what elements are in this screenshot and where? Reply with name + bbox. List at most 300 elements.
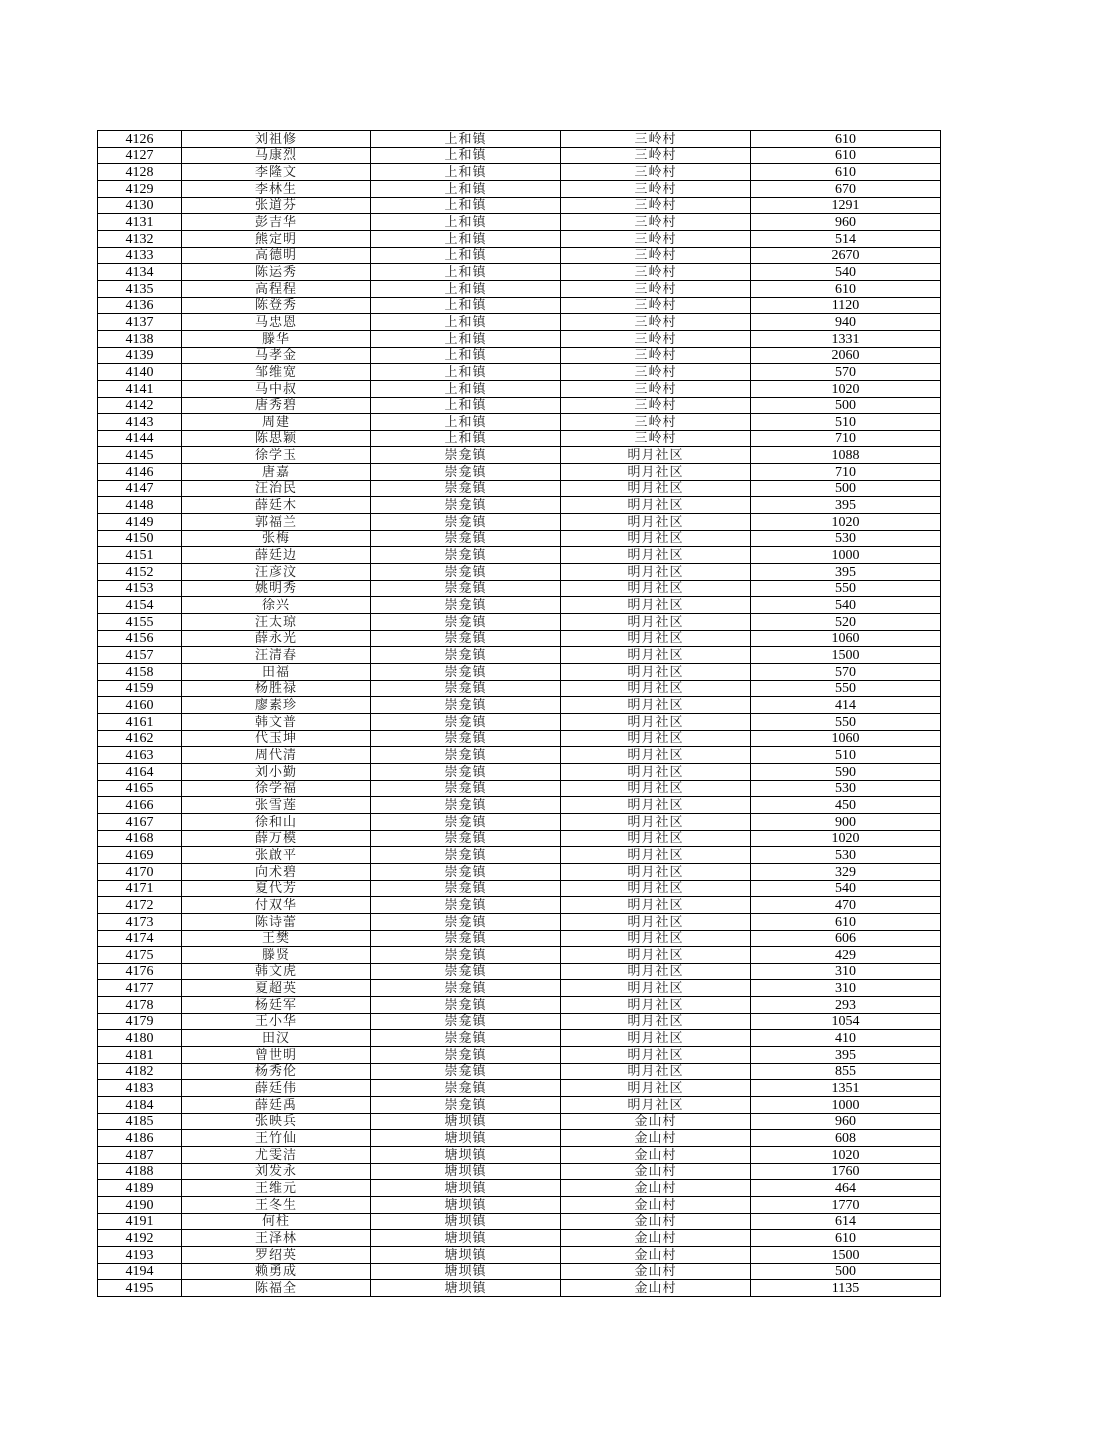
table-row (98, 347, 941, 364)
village-cell: 三岭村 (561, 180, 751, 197)
amount-cell: 570 (751, 364, 941, 381)
village-cell: 金山村 (561, 1147, 751, 1164)
record-number-cell: 4167 (98, 813, 182, 830)
town-cell: 崇龛镇 (371, 580, 561, 597)
table-row (98, 1013, 941, 1030)
table-row (98, 131, 941, 148)
town-cell: 上和镇 (371, 230, 561, 247)
record-number-cell: 4140 (98, 364, 182, 381)
table-row (98, 1147, 941, 1164)
person-name-cell: 姚明秀 (182, 580, 371, 597)
amount-cell: 710 (751, 430, 941, 447)
person-name-cell: 王樊 (182, 930, 371, 947)
record-number-cell: 4128 (98, 164, 182, 181)
person-name-cell: 陈运秀 (182, 264, 371, 281)
record-number-cell: 4154 (98, 597, 182, 614)
table-row (98, 847, 941, 864)
town-cell: 崇龛镇 (371, 497, 561, 514)
town-cell: 崇龛镇 (371, 897, 561, 914)
town-cell: 塘坝镇 (371, 1180, 561, 1197)
amount-cell: 606 (751, 930, 941, 947)
amount-cell: 1500 (751, 1246, 941, 1263)
record-number-cell: 4136 (98, 297, 182, 314)
village-cell: 明月社区 (561, 713, 751, 730)
village-cell: 三岭村 (561, 380, 751, 397)
record-number-cell: 4166 (98, 797, 182, 814)
table-row (98, 797, 941, 814)
table-row (98, 747, 941, 764)
amount-cell: 550 (751, 713, 941, 730)
table-row (98, 197, 941, 214)
amount-cell: 1000 (751, 547, 941, 564)
amount-cell: 500 (751, 397, 941, 414)
village-cell: 明月社区 (561, 680, 751, 697)
record-number-cell: 4130 (98, 197, 182, 214)
town-cell: 崇龛镇 (371, 963, 561, 980)
village-cell: 金山村 (561, 1163, 751, 1180)
town-cell: 上和镇 (371, 131, 561, 148)
village-cell: 三岭村 (561, 230, 751, 247)
record-number-cell: 4143 (98, 414, 182, 431)
village-cell: 明月社区 (561, 597, 751, 614)
person-name-cell: 汪彦汶 (182, 564, 371, 581)
table-row (98, 697, 941, 714)
record-number-cell: 4131 (98, 214, 182, 231)
village-cell: 明月社区 (561, 780, 751, 797)
amount-cell: 1054 (751, 1013, 941, 1030)
town-cell: 塘坝镇 (371, 1246, 561, 1263)
town-cell: 上和镇 (371, 264, 561, 281)
table-row (98, 1246, 941, 1263)
amount-cell: 429 (751, 947, 941, 964)
person-name-cell: 马康烈 (182, 147, 371, 164)
amount-cell: 500 (751, 480, 941, 497)
village-cell: 金山村 (561, 1213, 751, 1230)
record-number-cell: 4195 (98, 1280, 182, 1297)
record-number-cell: 4151 (98, 547, 182, 564)
village-cell: 三岭村 (561, 264, 751, 281)
record-number-cell: 4164 (98, 763, 182, 780)
table-row (98, 530, 941, 547)
amount-cell: 900 (751, 813, 941, 830)
village-cell: 明月社区 (561, 930, 751, 947)
amount-cell: 510 (751, 414, 941, 431)
record-number-cell: 4145 (98, 447, 182, 464)
table-row (98, 614, 941, 631)
amount-cell: 530 (751, 530, 941, 547)
table-row (98, 680, 941, 697)
amount-cell: 670 (751, 180, 941, 197)
table-row (98, 980, 941, 997)
amount-cell: 540 (751, 264, 941, 281)
town-cell: 崇龛镇 (371, 930, 561, 947)
village-cell: 金山村 (561, 1130, 751, 1147)
person-name-cell: 杨廷军 (182, 997, 371, 1014)
table-row (98, 947, 941, 964)
table-row (98, 1113, 941, 1130)
table-row (98, 214, 941, 231)
amount-cell: 514 (751, 230, 941, 247)
table-row (98, 1047, 941, 1064)
table-row (98, 863, 941, 880)
person-name-cell: 刘发永 (182, 1163, 371, 1180)
record-number-cell: 4150 (98, 530, 182, 547)
village-cell: 金山村 (561, 1263, 751, 1280)
record-number-cell: 4160 (98, 697, 182, 714)
person-name-cell: 张映兵 (182, 1113, 371, 1130)
table-row (98, 480, 941, 497)
person-name-cell: 薛廷禹 (182, 1097, 371, 1114)
town-cell: 上和镇 (371, 380, 561, 397)
town-cell: 上和镇 (371, 430, 561, 447)
table-row (98, 314, 941, 331)
town-cell: 塘坝镇 (371, 1230, 561, 1247)
record-number-cell: 4185 (98, 1113, 182, 1130)
village-cell: 明月社区 (561, 913, 751, 930)
person-name-cell: 夏超英 (182, 980, 371, 997)
person-name-cell: 王竹仙 (182, 1130, 371, 1147)
town-cell: 崇龛镇 (371, 797, 561, 814)
town-cell: 上和镇 (371, 247, 561, 264)
village-cell: 明月社区 (561, 647, 751, 664)
person-name-cell: 郭福兰 (182, 514, 371, 531)
table-row (98, 280, 941, 297)
village-cell: 金山村 (561, 1180, 751, 1197)
record-number-cell: 4170 (98, 863, 182, 880)
person-name-cell: 薛万模 (182, 830, 371, 847)
table-row (98, 397, 941, 414)
amount-cell: 1351 (751, 1080, 941, 1097)
person-name-cell: 马忠恩 (182, 314, 371, 331)
village-cell: 三岭村 (561, 397, 751, 414)
person-name-cell: 徐学福 (182, 780, 371, 797)
table-row (98, 664, 941, 681)
town-cell: 崇龛镇 (371, 830, 561, 847)
town-cell: 崇龛镇 (371, 997, 561, 1014)
record-number-cell: 4155 (98, 614, 182, 631)
record-number-cell: 4133 (98, 247, 182, 264)
town-cell: 塘坝镇 (371, 1130, 561, 1147)
person-name-cell: 周建 (182, 414, 371, 431)
record-number-cell: 4158 (98, 664, 182, 681)
person-name-cell: 王维元 (182, 1180, 371, 1197)
village-cell: 明月社区 (561, 580, 751, 597)
town-cell: 崇龛镇 (371, 697, 561, 714)
village-cell: 三岭村 (561, 214, 751, 231)
town-cell: 塘坝镇 (371, 1263, 561, 1280)
table-row (98, 913, 941, 930)
town-cell: 上和镇 (371, 280, 561, 297)
village-cell: 明月社区 (561, 514, 751, 531)
person-name-cell: 滕贤 (182, 947, 371, 964)
table-row (98, 297, 941, 314)
record-number-cell: 4165 (98, 780, 182, 797)
village-cell: 三岭村 (561, 197, 751, 214)
amount-cell: 1500 (751, 647, 941, 664)
village-cell: 明月社区 (561, 997, 751, 1014)
amount-cell: 960 (751, 1113, 941, 1130)
village-cell: 明月社区 (561, 1030, 751, 1047)
amount-cell: 1020 (751, 380, 941, 397)
village-cell: 三岭村 (561, 347, 751, 364)
table-row (98, 1030, 941, 1047)
village-cell: 明月社区 (561, 697, 751, 714)
table-row (98, 997, 941, 1014)
record-number-cell: 4188 (98, 1163, 182, 1180)
person-name-cell: 田福 (182, 664, 371, 681)
person-name-cell: 汪太琼 (182, 614, 371, 631)
amount-cell: 530 (751, 847, 941, 864)
record-number-cell: 4153 (98, 580, 182, 597)
person-name-cell: 徐兴 (182, 597, 371, 614)
village-cell: 明月社区 (561, 813, 751, 830)
amount-cell: 2060 (751, 347, 941, 364)
person-name-cell: 付双华 (182, 897, 371, 914)
table-row (98, 597, 941, 614)
town-cell: 崇龛镇 (371, 1047, 561, 1064)
person-name-cell: 韩文虎 (182, 963, 371, 980)
person-name-cell: 张雪莲 (182, 797, 371, 814)
person-name-cell: 王冬生 (182, 1197, 371, 1214)
amount-cell: 540 (751, 880, 941, 897)
table-row (98, 813, 941, 830)
amount-cell: 610 (751, 147, 941, 164)
amount-cell: 550 (751, 580, 941, 597)
person-name-cell: 代玉坤 (182, 730, 371, 747)
record-number-cell: 4191 (98, 1213, 182, 1230)
town-cell: 崇龛镇 (371, 1063, 561, 1080)
village-cell: 明月社区 (561, 630, 751, 647)
amount-cell: 1020 (751, 830, 941, 847)
amount-cell: 470 (751, 897, 941, 914)
person-name-cell: 滕华 (182, 330, 371, 347)
village-cell: 三岭村 (561, 131, 751, 148)
person-name-cell: 张梅 (182, 530, 371, 547)
person-name-cell: 夏代芳 (182, 880, 371, 897)
town-cell: 崇龛镇 (371, 647, 561, 664)
village-cell: 明月社区 (561, 763, 751, 780)
record-number-cell: 4161 (98, 713, 182, 730)
village-cell: 明月社区 (561, 547, 751, 564)
amount-cell: 510 (751, 747, 941, 764)
town-cell: 上和镇 (371, 347, 561, 364)
town-cell: 崇龛镇 (371, 813, 561, 830)
amount-cell: 1000 (751, 1097, 941, 1114)
person-name-cell: 刘祖修 (182, 131, 371, 148)
town-cell: 崇龛镇 (371, 730, 561, 747)
person-name-cell: 张啟平 (182, 847, 371, 864)
table-row (98, 1230, 941, 1247)
town-cell: 崇龛镇 (371, 880, 561, 897)
town-cell: 塘坝镇 (371, 1213, 561, 1230)
table-row (98, 414, 941, 431)
record-number-cell: 4176 (98, 963, 182, 980)
village-cell: 三岭村 (561, 147, 751, 164)
person-name-cell: 陈诗蕾 (182, 913, 371, 930)
record-number-cell: 4178 (98, 997, 182, 1014)
amount-cell: 610 (751, 1230, 941, 1247)
table-row (98, 1063, 941, 1080)
record-number-cell: 4168 (98, 830, 182, 847)
record-number-cell: 4152 (98, 564, 182, 581)
person-name-cell: 罗绍英 (182, 1246, 371, 1263)
record-number-cell: 4141 (98, 380, 182, 397)
person-name-cell: 韩文普 (182, 713, 371, 730)
table-row (98, 880, 941, 897)
table-row (98, 1163, 941, 1180)
town-cell: 崇龛镇 (371, 547, 561, 564)
record-number-cell: 4157 (98, 647, 182, 664)
table-body (98, 131, 941, 1297)
table-row (98, 364, 941, 381)
person-name-cell: 唐嘉 (182, 464, 371, 481)
amount-cell: 608 (751, 1130, 941, 1147)
amount-cell: 1060 (751, 730, 941, 747)
town-cell: 上和镇 (371, 147, 561, 164)
table-row (98, 647, 941, 664)
village-cell: 三岭村 (561, 247, 751, 264)
village-cell: 明月社区 (561, 497, 751, 514)
table-row (98, 930, 941, 947)
record-number-cell: 4192 (98, 1230, 182, 1247)
town-cell: 崇龛镇 (371, 1013, 561, 1030)
village-cell: 金山村 (561, 1113, 751, 1130)
town-cell: 塘坝镇 (371, 1113, 561, 1130)
village-cell: 三岭村 (561, 280, 751, 297)
amount-cell: 410 (751, 1030, 941, 1047)
record-number-cell: 4174 (98, 930, 182, 947)
town-cell: 上和镇 (371, 180, 561, 197)
table-row (98, 430, 941, 447)
person-name-cell: 徐和山 (182, 813, 371, 830)
person-name-cell: 田汉 (182, 1030, 371, 1047)
town-cell: 塘坝镇 (371, 1147, 561, 1164)
person-name-cell: 汪清春 (182, 647, 371, 664)
record-number-cell: 4177 (98, 980, 182, 997)
town-cell: 崇龛镇 (371, 614, 561, 631)
table-row (98, 564, 941, 581)
amount-cell: 1760 (751, 1163, 941, 1180)
person-name-cell: 何柱 (182, 1213, 371, 1230)
town-cell: 崇龛镇 (371, 480, 561, 497)
village-cell: 明月社区 (561, 447, 751, 464)
record-number-cell: 4186 (98, 1130, 182, 1147)
record-number-cell: 4162 (98, 730, 182, 747)
person-name-cell: 邹维宽 (182, 364, 371, 381)
record-number-cell: 4179 (98, 1013, 182, 1030)
table-row (98, 1180, 941, 1197)
person-name-cell: 杨胜禄 (182, 680, 371, 697)
amount-cell: 520 (751, 614, 941, 631)
person-name-cell: 马中叔 (182, 380, 371, 397)
village-cell: 明月社区 (561, 480, 751, 497)
town-cell: 上和镇 (371, 297, 561, 314)
record-number-cell: 4132 (98, 230, 182, 247)
person-name-cell: 马孝金 (182, 347, 371, 364)
town-cell: 上和镇 (371, 414, 561, 431)
person-name-cell: 熊定明 (182, 230, 371, 247)
town-cell: 崇龛镇 (371, 747, 561, 764)
town-cell: 塘坝镇 (371, 1280, 561, 1297)
village-cell: 明月社区 (561, 1063, 751, 1080)
town-cell: 崇龛镇 (371, 1097, 561, 1114)
person-name-cell: 张道芬 (182, 197, 371, 214)
town-cell: 崇龛镇 (371, 780, 561, 797)
amount-cell: 610 (751, 131, 941, 148)
person-name-cell: 王小华 (182, 1013, 371, 1030)
amount-cell: 500 (751, 1263, 941, 1280)
amount-cell: 329 (751, 863, 941, 880)
table-row (98, 1197, 941, 1214)
village-cell: 明月社区 (561, 1097, 751, 1114)
town-cell: 上和镇 (371, 314, 561, 331)
village-cell: 明月社区 (561, 530, 751, 547)
town-cell: 崇龛镇 (371, 863, 561, 880)
amount-cell: 414 (751, 697, 941, 714)
table-row (98, 497, 941, 514)
village-cell: 明月社区 (561, 664, 751, 681)
person-name-cell: 赖勇成 (182, 1263, 371, 1280)
table-row (98, 547, 941, 564)
record-number-cell: 4159 (98, 680, 182, 697)
amount-cell: 610 (751, 164, 941, 181)
town-cell: 崇龛镇 (371, 1080, 561, 1097)
town-cell: 上和镇 (371, 197, 561, 214)
record-number-cell: 4180 (98, 1030, 182, 1047)
amount-cell: 610 (751, 913, 941, 930)
amount-cell: 293 (751, 997, 941, 1014)
town-cell: 塘坝镇 (371, 1197, 561, 1214)
record-number-cell: 4144 (98, 430, 182, 447)
village-cell: 三岭村 (561, 314, 751, 331)
village-cell: 明月社区 (561, 880, 751, 897)
village-cell: 明月社区 (561, 830, 751, 847)
table-row (98, 963, 941, 980)
town-cell: 崇龛镇 (371, 847, 561, 864)
record-number-cell: 4147 (98, 480, 182, 497)
amount-cell: 540 (751, 597, 941, 614)
town-cell: 上和镇 (371, 364, 561, 381)
person-name-cell: 薛廷边 (182, 547, 371, 564)
village-cell: 明月社区 (561, 1080, 751, 1097)
amount-cell: 2670 (751, 247, 941, 264)
table-row (98, 730, 941, 747)
table-row (98, 264, 941, 281)
table-row (98, 164, 941, 181)
town-cell: 上和镇 (371, 397, 561, 414)
town-cell: 崇龛镇 (371, 447, 561, 464)
amount-cell: 530 (751, 780, 941, 797)
person-name-cell: 向术碧 (182, 863, 371, 880)
amount-cell: 590 (751, 763, 941, 780)
town-cell: 崇龛镇 (371, 980, 561, 997)
person-name-cell: 陈思颖 (182, 430, 371, 447)
amount-cell: 1770 (751, 1197, 941, 1214)
person-name-cell: 王泽林 (182, 1230, 371, 1247)
amount-cell: 464 (751, 1180, 941, 1197)
town-cell: 崇龛镇 (371, 763, 561, 780)
record-number-cell: 4139 (98, 347, 182, 364)
amount-cell: 610 (751, 280, 941, 297)
record-number-cell: 4172 (98, 897, 182, 914)
village-cell: 三岭村 (561, 364, 751, 381)
record-number-cell: 4183 (98, 1080, 182, 1097)
town-cell: 上和镇 (371, 330, 561, 347)
amount-cell: 940 (751, 314, 941, 331)
table-row (98, 580, 941, 597)
village-cell: 金山村 (561, 1197, 751, 1214)
person-name-cell: 杨秀伦 (182, 1063, 371, 1080)
